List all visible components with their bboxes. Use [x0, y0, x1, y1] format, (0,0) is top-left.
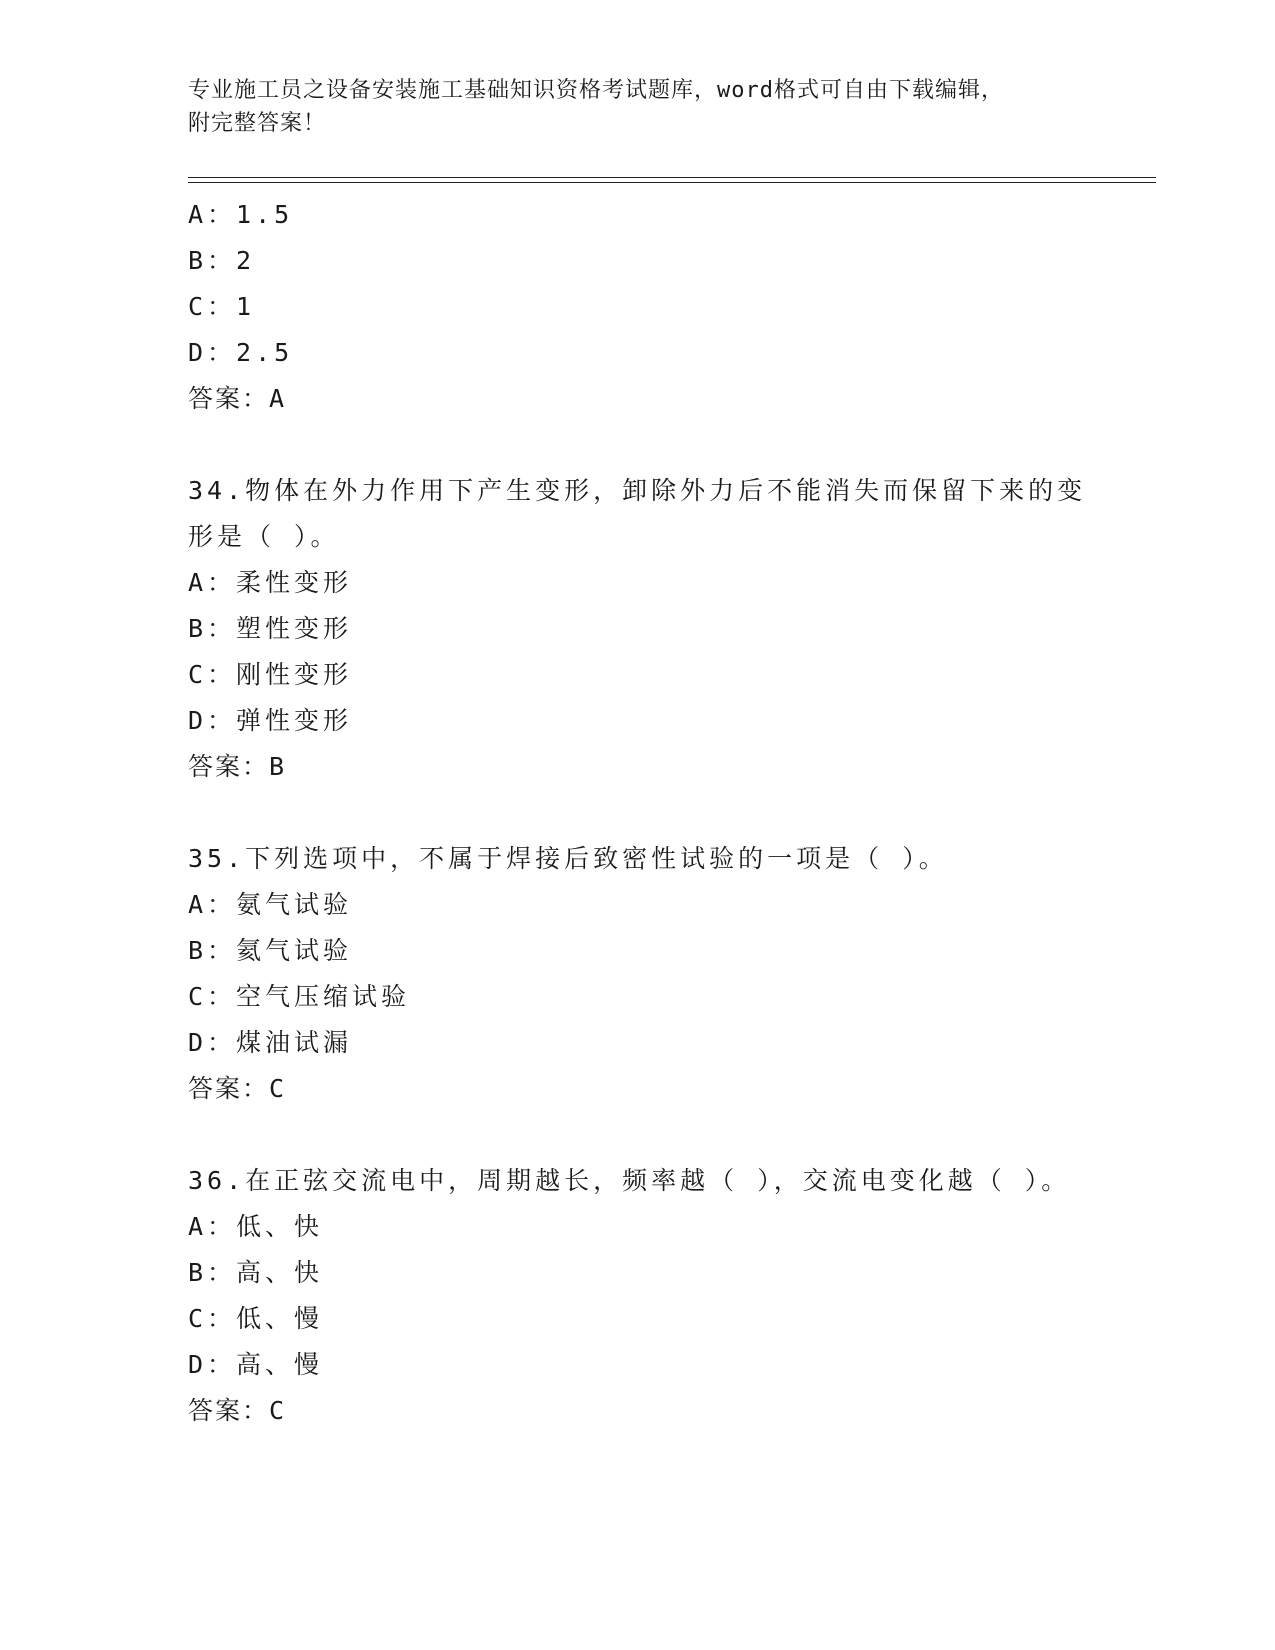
option-b: B：2	[188, 246, 256, 275]
header-line-2: 附完整答案！	[188, 111, 327, 136]
question-block-continued	[188, 192, 1118, 422]
question-block-36	[188, 1158, 1118, 1434]
answer-line: 答案：A	[188, 384, 287, 413]
option-c: C：刚性变形	[188, 660, 353, 689]
document-header	[188, 74, 1088, 140]
question-block-34	[188, 468, 1118, 790]
header-divider-bottom	[188, 182, 1156, 183]
question-text	[188, 468, 1118, 560]
answer-line: 答案：B	[188, 752, 287, 781]
answer-line: 答案：C	[188, 1396, 287, 1425]
header-line-1: 专业施工员之设备安装施工基础知识资格考试题库，word格式可自由下载编辑，	[188, 78, 1004, 103]
question-block-35	[188, 836, 1118, 1112]
option-a: A：氨气试验	[188, 890, 353, 919]
option-c: C：1	[188, 292, 256, 321]
question-text	[188, 1158, 1118, 1204]
option-d: D：2.5	[188, 338, 294, 367]
option-b: B：氦气试验	[188, 936, 353, 965]
option-c: C：低、慢	[188, 1304, 324, 1333]
option-d: D：煤油试漏	[188, 1028, 353, 1057]
question-text-line-1: 34.物体在外力作用下产生变形，卸除外力后不能消失而保留下来的变	[188, 476, 1087, 505]
option-b: B：塑性变形	[188, 614, 353, 643]
question-list	[188, 192, 1118, 1434]
question-text-line-1: 35.下列选项中，不属于焊接后致密性试验的一项是（ ）。	[188, 844, 948, 873]
option-c: C：空气压缩试验	[188, 982, 411, 1011]
option-d: D：弹性变形	[188, 706, 353, 735]
option-d: D：高、慢	[188, 1350, 324, 1379]
header-divider-top	[188, 177, 1156, 178]
question-text-line-1: 36.在正弦交流电中，周期越长，频率越（ ），交流电变化越（ ）。	[188, 1166, 1071, 1195]
question-text	[188, 836, 1118, 882]
option-b: B：高、快	[188, 1258, 324, 1287]
option-a: A：柔性变形	[188, 568, 353, 597]
option-a: A：低、快	[188, 1212, 324, 1241]
question-text-line-2: 形是（ ）。	[188, 522, 340, 551]
answer-line: 答案：C	[188, 1074, 287, 1103]
option-a: A：1.5	[188, 200, 294, 229]
